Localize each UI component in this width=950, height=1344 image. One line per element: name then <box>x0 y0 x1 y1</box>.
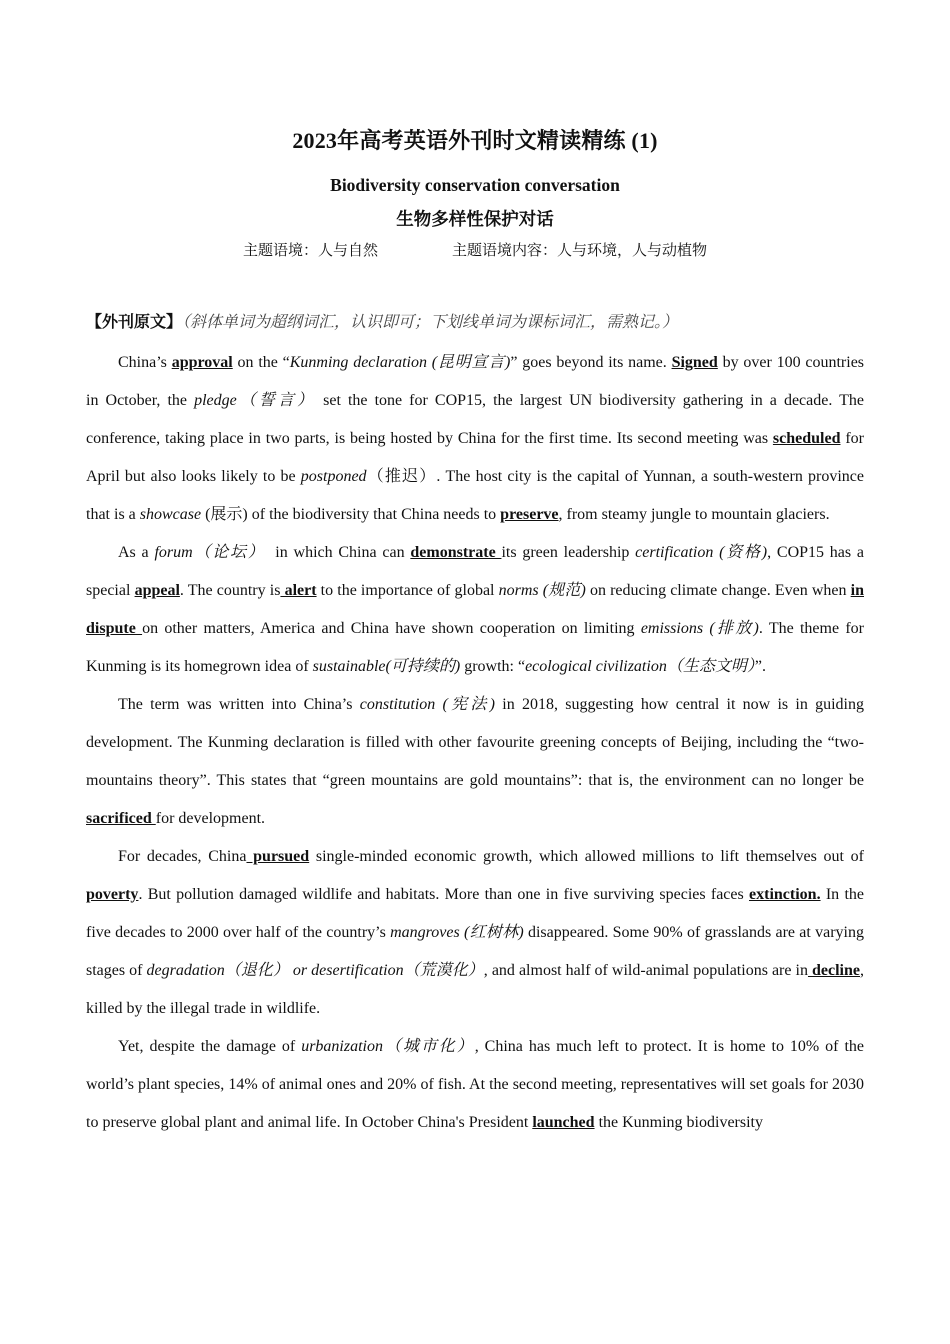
text-run: for development. <box>155 810 266 827</box>
gloss-term: mangroves <box>390 924 460 941</box>
text-run: （推迟） <box>366 468 437 485</box>
gloss-term: desertification <box>311 962 404 979</box>
text-run: in which China can <box>257 544 411 561</box>
gloss-term: certification <box>635 544 714 561</box>
gloss-term: forum <box>154 544 193 561</box>
text-run: In the five decades to 2000 over half of the country’s <box>86 886 864 941</box>
section-header-note: （斜体单词为超纲词汇，认识即可；下划线单词为课标词汇，需熟记。） <box>182 314 679 331</box>
text-run: to the importance of global <box>316 582 499 599</box>
text-run: on reducing climate change. Even when <box>585 582 851 599</box>
gloss-term: （城市化） <box>383 1038 475 1055</box>
gloss-term: (排放) <box>703 620 759 637</box>
text-run: the Kunming biodiversity <box>594 1114 763 1131</box>
text-run: ”. <box>754 658 766 675</box>
text-run: on the “ <box>232 354 290 371</box>
vocab-keyword: sacrificed <box>86 810 156 827</box>
vocab-keyword: pursued <box>246 848 310 865</box>
text-run: The term was written into China’s <box>118 696 360 713</box>
text-run: set the tone for COP15, the largest UN biodiversity gathering in a decade. The conference, taking place in two parts, is being hosted by China for the first time. Its second meeting was <box>86 392 864 447</box>
gloss-term: （荒漠化） <box>403 962 484 979</box>
vocab-keyword: approval <box>171 354 233 371</box>
text-run: single-minded economic growth, which allowed millions to lift themselves out of <box>309 848 865 865</box>
theme-context: 主题语境：人与自然 <box>242 243 378 259</box>
paragraph-2 <box>86 534 864 686</box>
gloss-term: showcase <box>139 506 202 523</box>
theme-context-content: 主题语境内容：人与环境，人与动植物 <box>452 243 708 259</box>
document-page <box>86 118 864 1142</box>
gloss-term: sustainable <box>308 658 386 675</box>
gloss-term: pledge <box>194 392 237 409</box>
gloss-term: or <box>288 962 312 979</box>
gloss-term: degradation <box>146 962 225 979</box>
text-run: Yet, despite the damage of <box>118 1038 302 1055</box>
vocab-keyword: decline <box>807 962 860 979</box>
vocab-keyword: poverty <box>86 886 139 903</box>
section-heading <box>86 304 864 342</box>
vocab-keyword: extinction. <box>749 886 821 903</box>
text-run: , from steamy jungle to mountain glaciers. <box>558 506 830 523</box>
text-run: . But pollution damaged wildlife and habitats. More than one in five surviving species faces <box>138 886 750 903</box>
vocab-keyword: Signed <box>671 354 718 371</box>
gloss-term: (资格) <box>713 544 768 561</box>
gloss-term: constitution <box>359 696 436 713</box>
vocab-keyword: launched <box>532 1114 595 1131</box>
vocab-keyword: appeal <box>134 582 180 599</box>
vocab-keyword: alert <box>280 582 317 599</box>
gloss-term: (宪法) <box>435 696 495 713</box>
text-run: . The host city is the capital of Yunnan, a south-western province that is a <box>86 468 864 523</box>
text-run: its green leadership <box>501 544 636 561</box>
vocab-keyword: in dispute <box>86 582 864 637</box>
text-run: in 2018, suggesting how central it now is in guiding development. The Kunming declaration is filled with other favourite greening concepts of Beijing, including the “two-mountains theory”. This states that “green mountains are gold mountains”: that is, the environment can no longer be <box>86 696 864 789</box>
gloss-term: (红树林) <box>459 924 524 941</box>
document-title: 2023年高考英语外刊时文精读精练 (1) <box>292 128 658 153</box>
text-run: , COP15 has a special <box>86 544 864 599</box>
text-run: (展示) <box>201 506 248 523</box>
text-run: For decades, China <box>118 848 247 865</box>
paragraph-4 <box>86 838 864 1028</box>
gloss-term: norms <box>498 582 539 599</box>
paragraph-5 <box>86 1028 864 1142</box>
gloss-term: （誓言） <box>236 392 317 409</box>
text-run: by over 100 countries in October, the <box>86 354 865 409</box>
vocab-keyword: scheduled <box>772 430 841 447</box>
gloss-term: （生态文明） <box>666 658 755 675</box>
text-run: China’s <box>118 354 172 371</box>
text-run: growth: “ <box>460 658 526 675</box>
text-run: , killed by the illegal trade in wildlife. <box>86 962 864 1017</box>
gloss-term: (可持续的) <box>385 658 461 675</box>
paragraph-3 <box>86 686 864 838</box>
article-title-chinese: 生物多样性保护对话 <box>396 209 554 229</box>
gloss-term: postponed <box>300 468 367 485</box>
vocab-keyword: preserve <box>500 506 559 523</box>
text-run: for April but also looks likely to be <box>86 430 864 485</box>
gloss-term: urbanization <box>301 1038 383 1055</box>
vocab-keyword: demonstrate <box>410 544 502 561</box>
text-run: . The country is <box>179 582 281 599</box>
text-run: of the biodiversity that China needs to <box>247 506 501 523</box>
gloss-term: ecological civilization <box>525 658 667 675</box>
gloss-term: （论坛） <box>192 544 258 561</box>
gloss-term: (规范) <box>538 582 586 599</box>
section-header-label: 【外刊原文】 <box>86 314 183 331</box>
text-run: on other matters, America and China have shown cooperation on limiting <box>142 620 641 637</box>
text-run: . The theme for Kunming is its homegrown idea of <box>86 620 864 675</box>
article-title-english: Biodiversity conservation conversation <box>330 175 620 195</box>
text-run: ” goes beyond its name. <box>510 354 672 371</box>
text-run: , and almost half of wild-animal populations are in <box>483 962 808 979</box>
gloss-term: emissions <box>640 620 704 637</box>
text-run: , China has much left to protect. It is home to 10% of the world’s plant species, 14% of animal ones and 20% of fish. At the second meeting, representatives will set goals for 2030 to preserve global plant and animal life. In October China's President <box>86 1038 864 1131</box>
text-run: disappeared. Some 90% of grasslands are at varying stages of <box>86 924 864 979</box>
gloss-term: （退化） <box>224 962 289 979</box>
gloss-term: Kunming declaration <box>289 354 427 371</box>
gloss-term: (昆明宣言) <box>426 354 511 371</box>
text-run: As a <box>118 544 155 561</box>
theme-context-row <box>86 239 864 260</box>
paragraph-1 <box>86 344 864 534</box>
